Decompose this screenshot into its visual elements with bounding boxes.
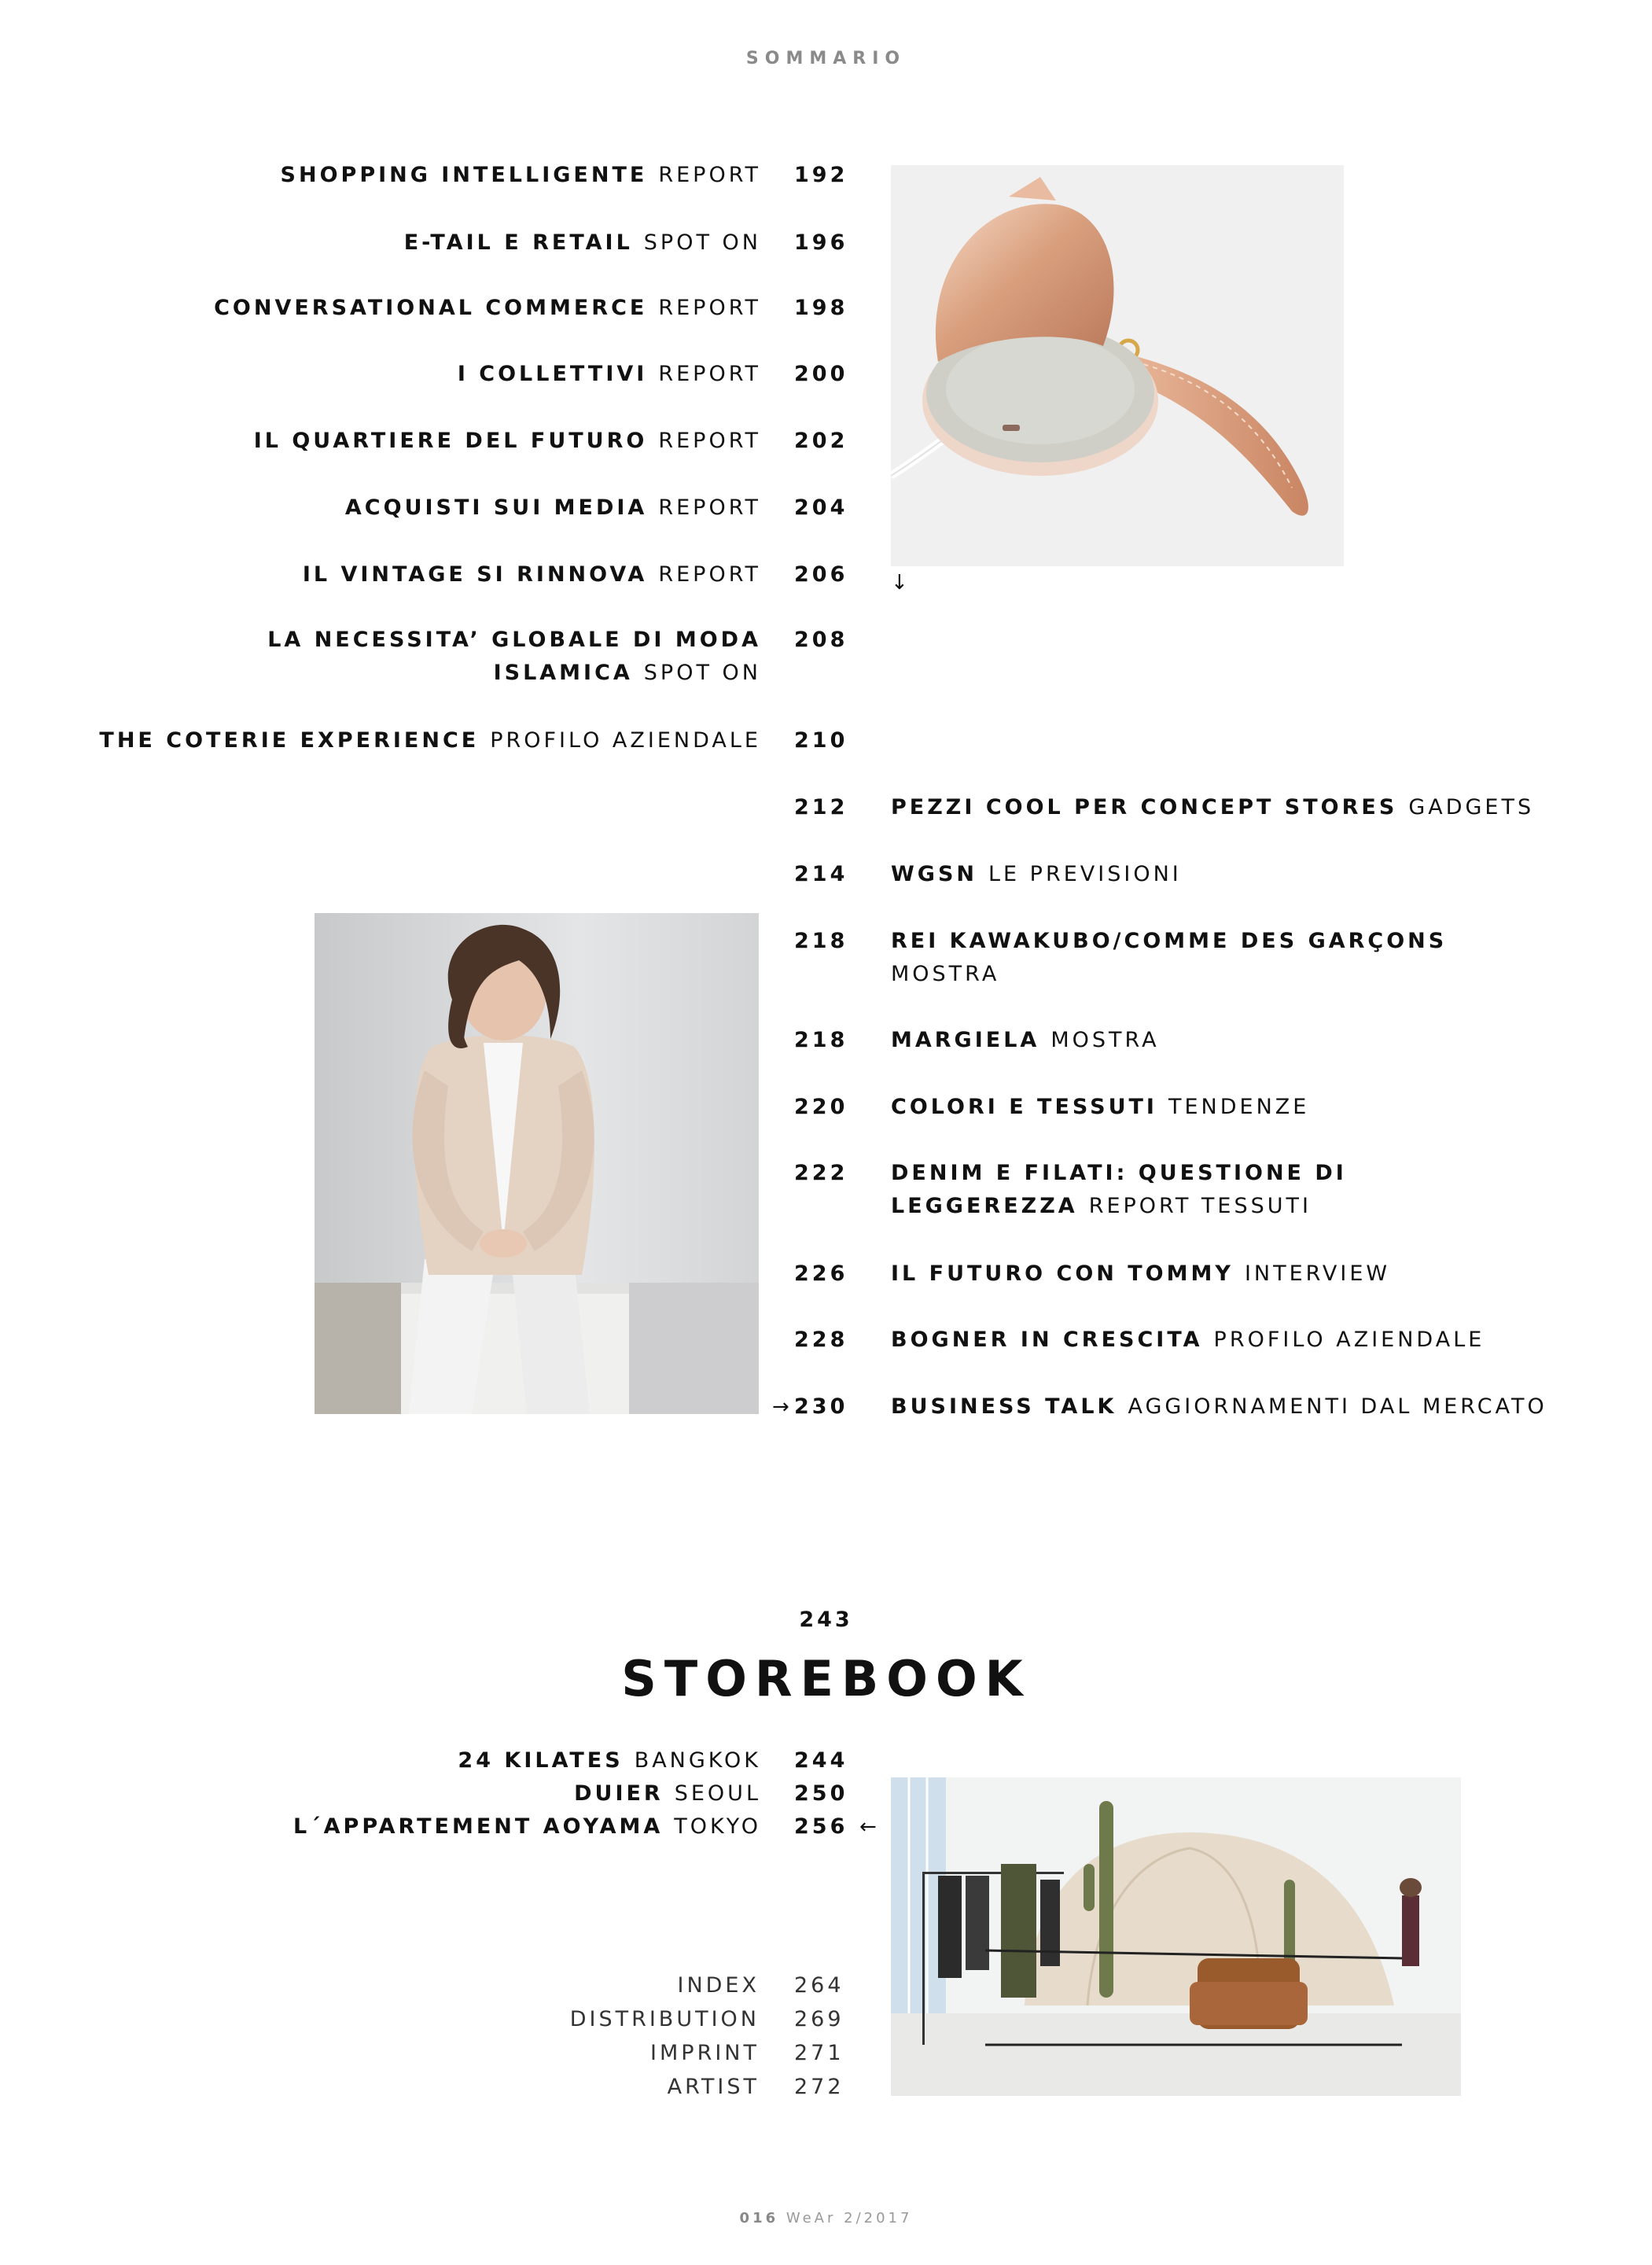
toc-page-number: 206 [794,562,848,587]
page-footer [0,2210,1652,2226]
aux-label[interactable]: ARTIST [667,2075,760,2099]
toc-entry-category: REPORT [658,362,761,386]
toc-page-number: 218 [794,929,848,953]
toc-entry[interactable] [79,159,761,192]
toc-entry-category: PROFILO AZIENDALE [490,728,761,753]
aux-label[interactable]: INDEX [677,1973,760,1998]
toc-page-number: 244 [794,1748,848,1773]
toc-entry[interactable] [79,358,761,391]
aux-page-number: 272 [794,2075,844,2099]
toc-entry[interactable] [891,1024,1599,1057]
toc-entry-category: GADGETS [1408,795,1535,819]
storebook-title: STOREBOOK [621,1650,1031,1707]
toc-page-number: 256 [794,1814,848,1839]
toc-entry[interactable] [79,558,761,591]
storebook-entry[interactable] [79,1777,761,1810]
toc-page-number: 226 [794,1261,848,1286]
toc-entry-title: I COLLETTIVI [457,362,648,386]
toc-entry-title: REI KAWAKUBO/COMME DES GARÇONS [891,929,1448,953]
toc-page-number: 250 [794,1781,848,1806]
toc-entry-title: IL VINTAGE SI RINNOVA [302,562,648,587]
toc-entry[interactable] [891,791,1599,824]
toc-entry[interactable] [891,858,1599,891]
toc-entry[interactable] [891,1258,1599,1291]
aux-page-number: 271 [794,2041,844,2065]
store-illustration [891,1746,1461,2096]
powerbank-image [891,165,1344,566]
toc-entry-category: SPOT ON [643,230,761,255]
toc-entry-category: PROFILO AZIENDALE [1213,1328,1485,1352]
toc-page-number: 204 [794,495,848,520]
toc-page-number: 210 [794,728,848,753]
storebook-entry-title: L´APPARTEMENT AOYAMA [293,1814,664,1839]
toc-page-number: 192 [794,163,848,187]
storebook-entry-city: BANGKOK [634,1748,761,1773]
storebook-entry[interactable] [79,1744,761,1777]
toc-entry-title: IL FUTURO CON TOMMY [891,1261,1234,1286]
model-illustration [315,913,759,1414]
model-photo [315,913,759,1414]
storebook-entry[interactable] [79,1810,761,1843]
toc-entry-category: REPORT [658,429,761,453]
aux-label[interactable]: DISTRIBUTION [569,2007,760,2031]
aux-label[interactable]: IMPRINT [650,2041,760,2065]
toc-entry[interactable] [79,492,761,525]
toc-entry-coterie[interactable] [79,724,761,757]
toc-entry[interactable] [79,292,761,325]
storebook-entry-title: DUIER [574,1781,664,1806]
store-photo [891,1746,1461,2096]
toc-entry-title-line2: ISLAMICA [493,661,633,685]
storebook-entry-city: SEOUL [674,1781,761,1806]
toc-entry-title: BOGNER IN CRESCITA [891,1328,1203,1352]
toc-entry[interactable] [891,1157,1599,1223]
toc-entry-category: MOSTRA [891,962,1000,986]
toc-entry-category: INTERVIEW [1244,1261,1391,1286]
toc-entry-title-line1: DENIM E FILATI: QUESTIONE DI [891,1161,1347,1185]
toc-entry-title: THE COTERIE EXPERIENCE [99,728,480,753]
toc-entry-title: BUSINESS TALK [891,1394,1117,1419]
toc-entry-category: REPORT [658,562,761,587]
toc-entry[interactable] [891,1390,1599,1423]
toc-page-number: 230 [794,1394,848,1419]
toc-page-number: 198 [794,296,848,320]
toc-entry-islamic[interactable] [79,624,761,690]
toc-entry-category: MOSTRA [1050,1028,1160,1052]
footer-magazine: WeAr 2/2017 [786,2210,913,2226]
toc-page-number: 196 [794,230,848,255]
toc-entry-title: CONVERSATIONAL COMMERCE [214,296,648,320]
aux-page-number: 269 [794,2007,844,2031]
toc-entry-category: REPORT [658,495,761,520]
toc-entry-title: WGSN [891,862,977,886]
footer-page-number: 016 [739,2210,779,2226]
powerbank-illustration [891,165,1344,566]
toc-entry-category: LE PREVISIONI [988,862,1182,886]
toc-entry-category: TENDENZE [1168,1095,1310,1119]
toc-entry[interactable] [891,1091,1599,1124]
toc-entry-category: REPORT [658,163,761,187]
toc-entry-title: PEZZI COOL PER CONCEPT STORES [891,795,1398,819]
toc-entry-title: E-TAIL E RETAIL [403,230,633,255]
toc-page-number: 220 [794,1095,848,1119]
toc-page-number: 214 [794,862,848,886]
left-arrow-icon: ← [859,1815,877,1839]
page-header: SOMMARIO [745,49,907,68]
toc-entry-title-line2: LEGGEREZZA [891,1194,1078,1218]
down-arrow-icon: ↓ [891,571,908,595]
storebook-entry-city: TOKYO [674,1814,761,1839]
toc-page-number: 228 [794,1328,848,1352]
toc-entry[interactable] [891,925,1599,991]
toc-entry-title: SHOPPING INTELLIGENTE [280,163,648,187]
toc-page-number: 202 [794,429,848,453]
aux-page-number: 264 [794,1973,844,1998]
toc-page-number: 208 [794,628,848,652]
toc-entry[interactable] [891,1324,1599,1357]
right-arrow-icon: → [772,1395,789,1419]
toc-entry-title: MARGIELA [891,1028,1040,1052]
toc-entry-category: SPOT ON [643,661,761,685]
toc-entry-category: AGGIORNAMENTI DAL MERCATO [1128,1394,1547,1419]
toc-entry-category: REPORT TESSUTI [1088,1194,1312,1218]
toc-entry-category: REPORT [658,296,761,320]
toc-entry-title: IL QUARTIERE DEL FUTURO [253,429,648,453]
storebook-entry-title: 24 KILATES [458,1748,624,1773]
storebook-page-number: 243 [799,1608,853,1632]
toc-entry[interactable] [79,226,761,260]
toc-page-number: 218 [794,1028,848,1052]
toc-entry-title-line1: LA NECESSITA’ GLOBALE DI MODA [267,628,761,652]
toc-page-number: 212 [794,795,848,819]
toc-entry-title: ACQUISTI SUI MEDIA [344,495,648,520]
toc-page-number: 200 [794,362,848,386]
toc-entry[interactable] [79,425,761,458]
toc-page-number: 222 [794,1161,848,1185]
toc-entry-title: COLORI E TESSUTI [891,1095,1157,1119]
